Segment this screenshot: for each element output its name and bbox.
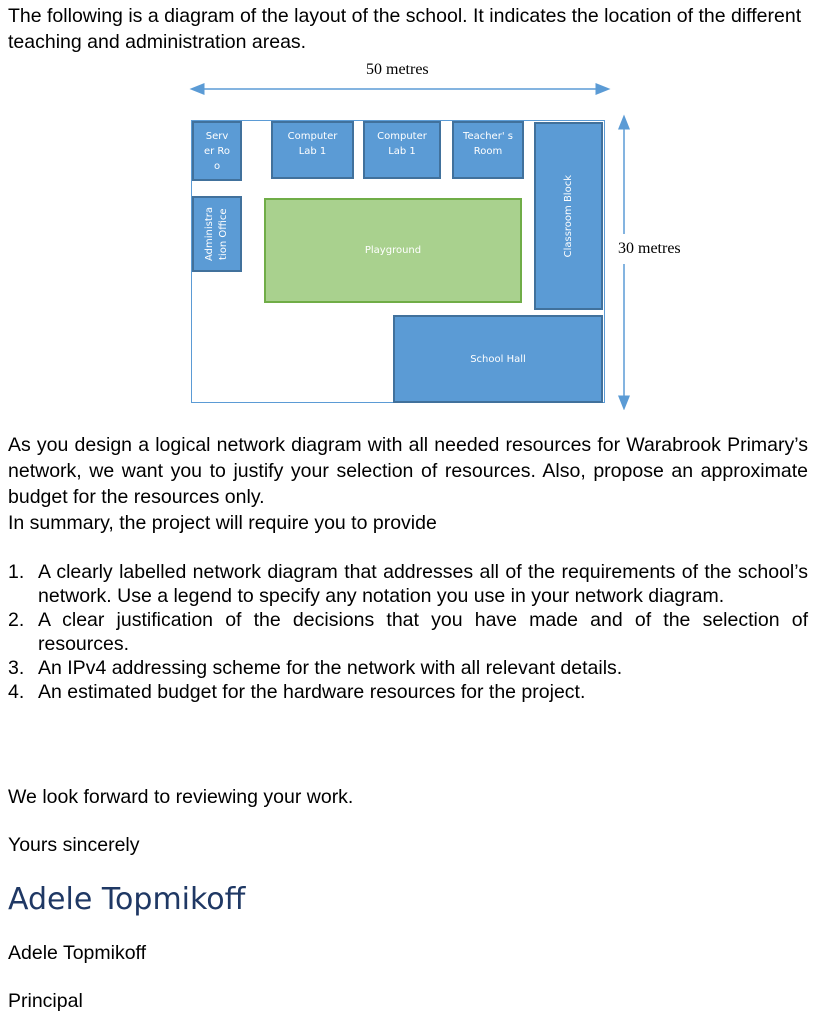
list-item-number: 4. bbox=[8, 681, 25, 703]
width-label: 50 metres bbox=[366, 61, 429, 78]
list-item-number: 2. bbox=[8, 609, 25, 631]
playground bbox=[264, 198, 522, 303]
classroom-block-label: Classroom Block bbox=[563, 174, 574, 258]
list-item-text: A clearly labelled network diagram that addresses all of the requirements of the school’s network. Use a legend to specify any notation you use in your network diagram. bbox=[38, 561, 808, 607]
body-paragraph: As you design a logical network diagram with all needed resources for Warabrook Primary’s network, we want you to justify your selection of resources. Also, propose an approximate budget for the resources only. bbox=[8, 434, 808, 508]
computer-lab-b-label: Computer Lab 1 bbox=[377, 131, 427, 157]
list-item-text: A clear justification of the decisions that you have made and of the selection of resources. bbox=[38, 609, 808, 655]
playground-label: Playground bbox=[364, 245, 422, 256]
list-item bbox=[0, 656, 808, 680]
computer-lab-a bbox=[271, 121, 354, 179]
signatory-name: Adele Topmikoff bbox=[8, 942, 147, 964]
computer-lab-a-label: Computer Lab 1 bbox=[287, 131, 338, 157]
teachers-room-label: Teacher' s Room bbox=[463, 131, 513, 157]
teachers-room bbox=[452, 121, 524, 179]
summary-intro: In summary, the project will require you to provide bbox=[8, 512, 437, 534]
list-item bbox=[0, 560, 808, 608]
review-text: We look forward to reviewing your work. bbox=[8, 786, 354, 808]
list-item-number: 1. bbox=[8, 561, 25, 583]
signature: Adele Topmikoff bbox=[8, 882, 246, 917]
list-item-number: 3. bbox=[8, 657, 25, 679]
signatory-title: Principal bbox=[8, 990, 83, 1012]
intro-text: The following is a diagram of the layout of the school. It indicates the location of the different teaching and administration areas. bbox=[8, 5, 802, 53]
school-hall-label: School Hall bbox=[470, 353, 526, 365]
server-room-label: Serv er Roo bbox=[203, 131, 231, 172]
administration-office bbox=[192, 196, 242, 272]
school-layout-diagram bbox=[185, 58, 705, 410]
list-item bbox=[0, 608, 808, 656]
list-item bbox=[0, 680, 808, 704]
sincerely-text: Yours sincerely bbox=[8, 834, 140, 856]
school-hall bbox=[393, 315, 603, 403]
list-item-text: An estimated budget for the hardware resources for the project. bbox=[38, 681, 586, 703]
height-label: 30 metres bbox=[618, 240, 681, 257]
server-room bbox=[192, 121, 242, 181]
classroom-block bbox=[534, 122, 603, 310]
administration-office-label: Administra tion Office bbox=[204, 206, 229, 262]
computer-lab-b bbox=[363, 121, 441, 179]
requirements-list bbox=[0, 560, 808, 704]
list-item-text: An IPv4 addressing scheme for the network with all relevant details. bbox=[38, 657, 623, 679]
